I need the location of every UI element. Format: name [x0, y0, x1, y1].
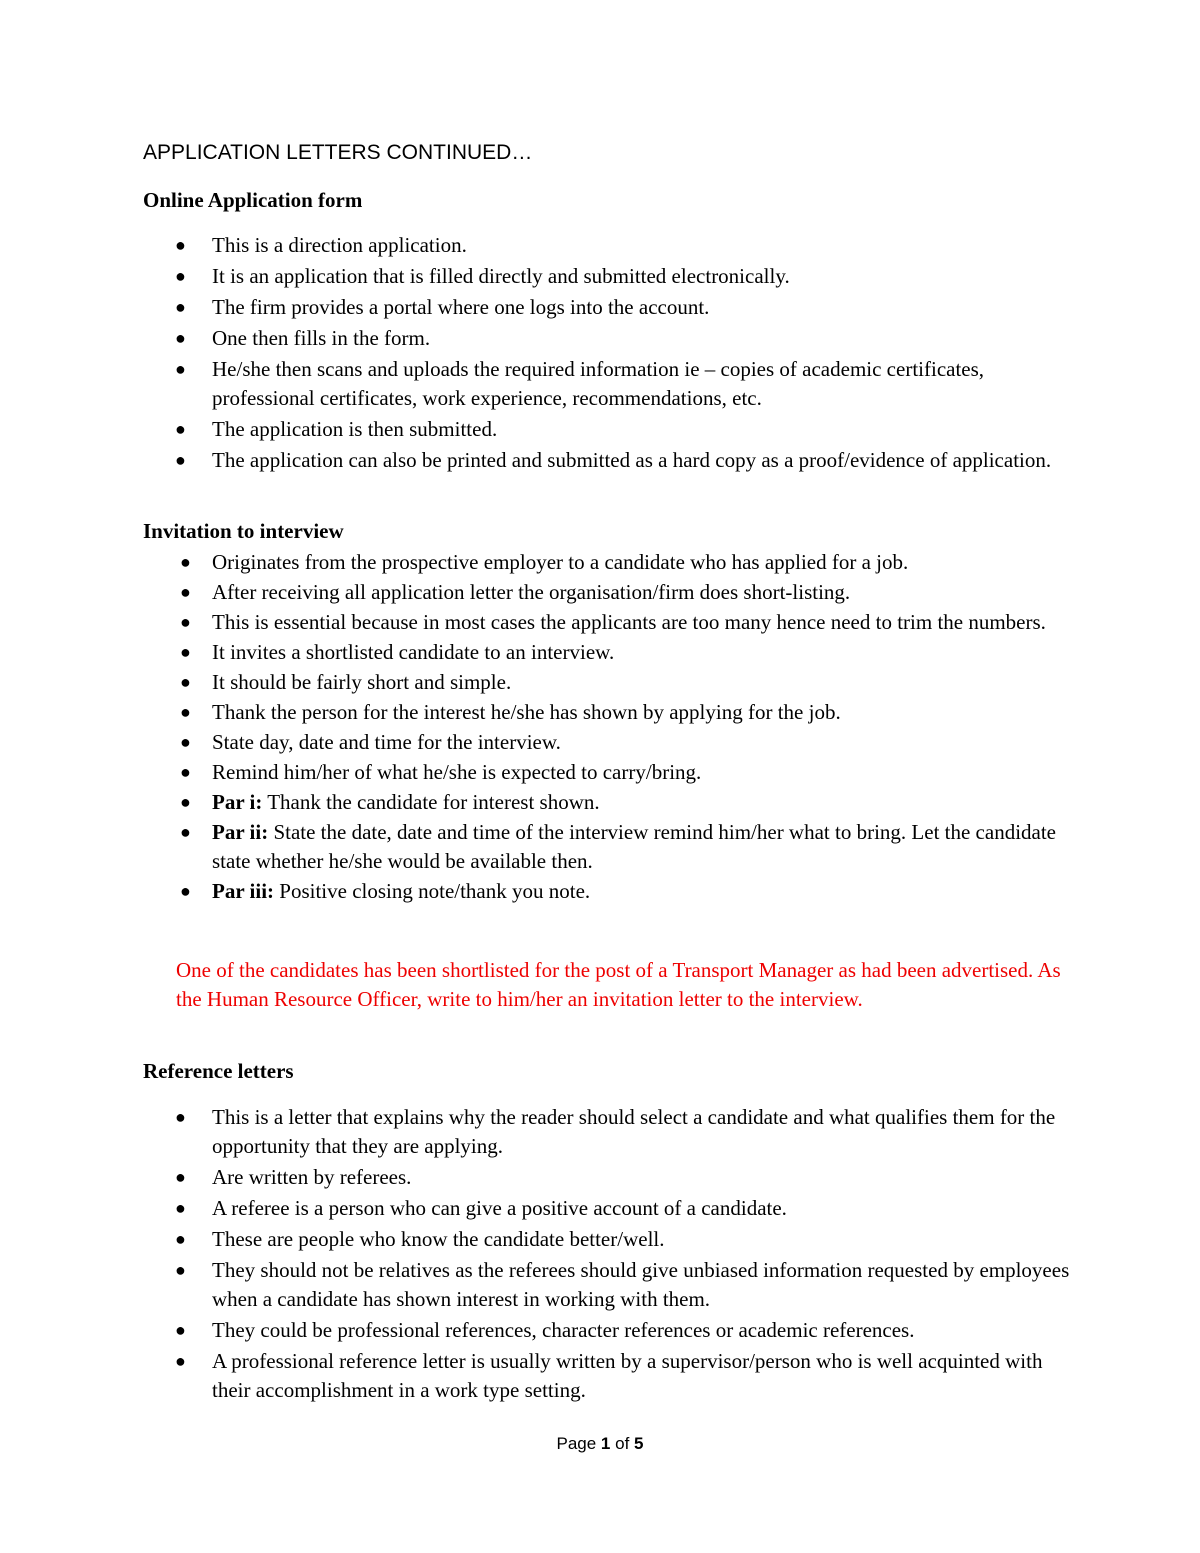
list-item: ● The firm provides a portal where one logs into the account. — [0, 293, 1200, 322]
list-item: ● It is an application that is filled directly and submitted electronically. — [0, 262, 1200, 291]
section-heading-online-application: Online Application form — [143, 188, 363, 212]
bullet-icon: ● — [180, 881, 191, 901]
bullet-icon: ● — [175, 1107, 186, 1127]
list-item: ● Originates from the prospective employer to a candidate who has applied for a job. — [0, 548, 1200, 577]
bullet-icon: ● — [175, 1260, 186, 1280]
list-item: ● This is essential because in most cases the applicants are too many hence need to trim the numbers. — [0, 608, 1200, 637]
page-label: Page — [556, 1434, 597, 1453]
list-item: ● Remind him/her of what he/she is expected to carry/bring. — [0, 758, 1200, 787]
list-item: ● This is a letter that explains why the reader should select a candidate and what qualifies them for the opportunity that they are applying. — [175, 1105, 1056, 1158]
bullet-icon: ● — [180, 732, 191, 752]
list-item: ● These are people who know the candidate better/well. — [0, 1225, 1200, 1254]
bullet-icon: ● — [180, 672, 191, 692]
bullet-icon: ● — [180, 822, 191, 842]
bullet-icon: ● — [180, 612, 191, 632]
bullet-icon: ● — [175, 328, 186, 348]
bullet-list-reference-letters — [0, 1103, 1200, 1407]
list-item: ● Par ii: State the date, date and time of the interview remind him/her what to bring. Let the candidate state whether he/she would be available then. — [180, 820, 1057, 873]
bullet-list-online-application — [0, 231, 1200, 477]
list-item: ● The application can also be printed and submitted as a hard copy as a proof/evidence of application. — [0, 446, 1200, 475]
bullet-icon: ● — [175, 1198, 186, 1218]
bullet-icon: ● — [180, 792, 191, 812]
bullet-icon: ● — [175, 450, 186, 470]
list-item: ● One then fills in the form. — [0, 324, 1200, 353]
bullet-icon: ● — [175, 1320, 186, 1340]
list-item: ● Par iii: Positive closing note/thank you note. — [0, 877, 1200, 906]
bullet-icon: ● — [175, 266, 186, 286]
list-item: ● A referee is a person who can give a positive account of a candidate. — [0, 1194, 1200, 1223]
list-item: ● It invites a shortlisted candidate to an interview. — [0, 638, 1200, 667]
list-item: ● After receiving all application letter the organisation/firm does short-listing. — [0, 578, 1200, 607]
exercise-note: One of the candidates has been shortlisted for the post of a Transport Manager as had been advertised. As the Human Resource Officer, write to him/her an invitation letter to the interview. — [176, 958, 1061, 1011]
list-item: ● A professional reference letter is usually written by a supervisor/person who is well acquinted with their accomplishment in a work type setting. — [175, 1349, 1043, 1402]
bullet-list-invitation-to-interview — [0, 548, 1200, 907]
list-item: ● State day, date and time for the interview. — [0, 728, 1200, 757]
bullet-icon: ● — [175, 1229, 186, 1249]
bullet-icon: ● — [175, 297, 186, 317]
bullet-icon: ● — [180, 642, 191, 662]
list-item: ● The application is then submitted. — [0, 415, 1200, 444]
bullet-icon: ● — [180, 552, 191, 572]
document-title: APPLICATION LETTERS CONTINUED… — [143, 141, 533, 164]
bullet-icon: ● — [175, 1351, 186, 1371]
bullet-icon: ● — [180, 702, 191, 722]
list-item: ● This is a direction application. — [0, 231, 1200, 260]
list-item: ● Thank the person for the interest he/she has shown by applying for the job. — [0, 698, 1200, 727]
section-heading-reference-letters: Reference letters — [143, 1059, 294, 1083]
list-item: ● Par i: Thank the candidate for interest shown. — [0, 788, 1200, 817]
page-total: 5 — [634, 1434, 644, 1453]
list-item: ● It should be fairly short and simple. — [0, 668, 1200, 697]
of-label: of — [615, 1434, 630, 1453]
page-footer — [0, 1434, 1200, 1454]
list-item: ● He/she then scans and uploads the required information ie – copies of academic certificates, professional certificates, work experience, recommendations, etc. — [175, 357, 985, 410]
bullet-icon: ● — [175, 235, 186, 255]
bullet-icon: ● — [175, 1167, 186, 1187]
page-number: 1 — [600, 1434, 611, 1453]
list-item: ● They could be professional references, character references or academic references. — [0, 1316, 1200, 1345]
bullet-icon: ● — [180, 582, 191, 602]
list-item: ● They should not be relatives as the referees should give unbiased information requested by employees when a candidate has shown interest in working with them. — [175, 1258, 1070, 1311]
section-heading-invitation-to-interview: Invitation to interview — [143, 519, 344, 543]
list-item: ● Are written by referees. — [0, 1163, 1200, 1192]
bullet-icon: ● — [175, 419, 186, 439]
bullet-icon: ● — [175, 359, 186, 379]
bullet-icon: ● — [180, 762, 191, 782]
